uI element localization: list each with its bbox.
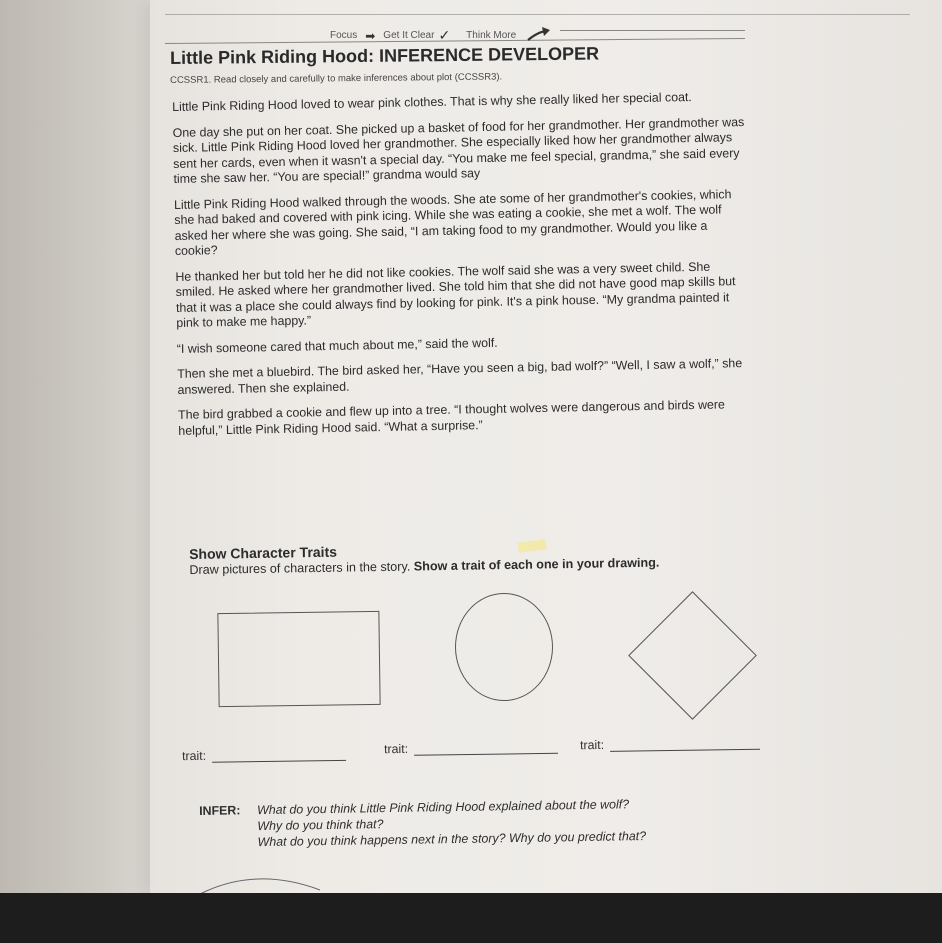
drawing-box-rectangle[interactable]	[217, 611, 380, 707]
trait-field-1[interactable]	[182, 747, 346, 763]
story-paragraph: Then she met a bluebird. The bird asked her, “Have you seen a big, bad wolf?” “Well, I saw a wolf,” she answered. Then she explained.	[177, 356, 743, 397]
story-text	[172, 89, 754, 449]
standard-text: CCSSR1. Read closely and carefully to make inferences about plot (CCSSR3).	[170, 71, 503, 86]
step-focus: Focus	[330, 30, 358, 41]
monitor-bezel	[0, 893, 942, 943]
checkmark-icon: ✓	[438, 27, 451, 43]
story-paragraph: He thanked her but told her he did not like cookies. The wolf said she was a very sweet child. She smiled. He asked where her grandmother lived. She told him that she did not have good map skills but that it was a place she could always find by looking for pink. It's a pink house. “My grandma painted it pink to make me happy.”	[175, 259, 736, 330]
story-paragraph: Little Pink Riding Hood loved to wear pink clothes. That is why she really liked her special coat.	[172, 90, 692, 114]
right-arrow-icon: ➡	[365, 28, 376, 43]
step-nav	[330, 26, 552, 45]
step-get-it-clear: Get It Clear	[383, 30, 435, 41]
page-title: Little Pink Riding Hood: INFERENCE DEVELOPER	[170, 43, 600, 68]
infer-question-1: What do you think Little Pink Riding Hood explained about the wolf?	[257, 797, 630, 818]
story-paragraph: One day she put on her coat. She picked up a basket of food for her grandmother. Her grandmother was sick. Little Pink Riding Hood loved her grandmother. She especially liked how her grandmother always sent her cards, even when it wasn't a special day. “You make me feel special, grandma,” she said every time she saw her. “You are special!” grandma would say	[172, 114, 745, 186]
infer-question-3: What do you think happens next in the story? Why do you predict that?	[257, 828, 647, 850]
trait-answer-line[interactable]	[212, 748, 346, 763]
story-paragraph: Little Pink Riding Hood walked through the woods. She ate some of her grandmother's cookies, which she had baked and covered with pink icing. While she was eating a cookie, she met a wolf. The wolf asked her where she was going. She said, “I am taking food to my grandmother. Would you like a cookie?	[173, 186, 732, 258]
drawing-box-circle[interactable]	[455, 593, 553, 701]
instruction-bold-text: Show a trait of each one in your drawing.	[413, 555, 660, 574]
instruction-text: Draw pictures of characters in the story.	[189, 559, 414, 577]
trait-label: trait:	[579, 737, 605, 753]
infer-question-2: Why do you think that?	[257, 817, 384, 834]
story-paragraph: “I wish someone cared that much about me,” said the wolf.	[176, 335, 498, 356]
trait-label: trait:	[383, 741, 409, 757]
header-top-rule	[165, 14, 910, 15]
trait-answer-line[interactable]	[414, 741, 558, 756]
trait-field-3[interactable]	[580, 736, 760, 753]
section-heading: Show Character Traits	[189, 543, 338, 562]
infer-label: INFER:	[199, 803, 241, 818]
step-think-more: Think More	[466, 30, 517, 41]
trait-field-2[interactable]	[384, 740, 558, 756]
header-right-rule	[560, 30, 745, 31]
upward-arrow-icon	[526, 26, 552, 45]
trait-answer-line[interactable]	[610, 737, 760, 752]
story-paragraph: The bird grabbed a cookie and flew up into a tree. “I thought wolves were dangerous and birds were helpful,” Little Pink Riding Hood said. “What a surprise.”	[177, 397, 725, 438]
background-surface	[0, 0, 150, 893]
infer-questions	[199, 796, 646, 851]
trait-label: trait:	[181, 748, 207, 764]
